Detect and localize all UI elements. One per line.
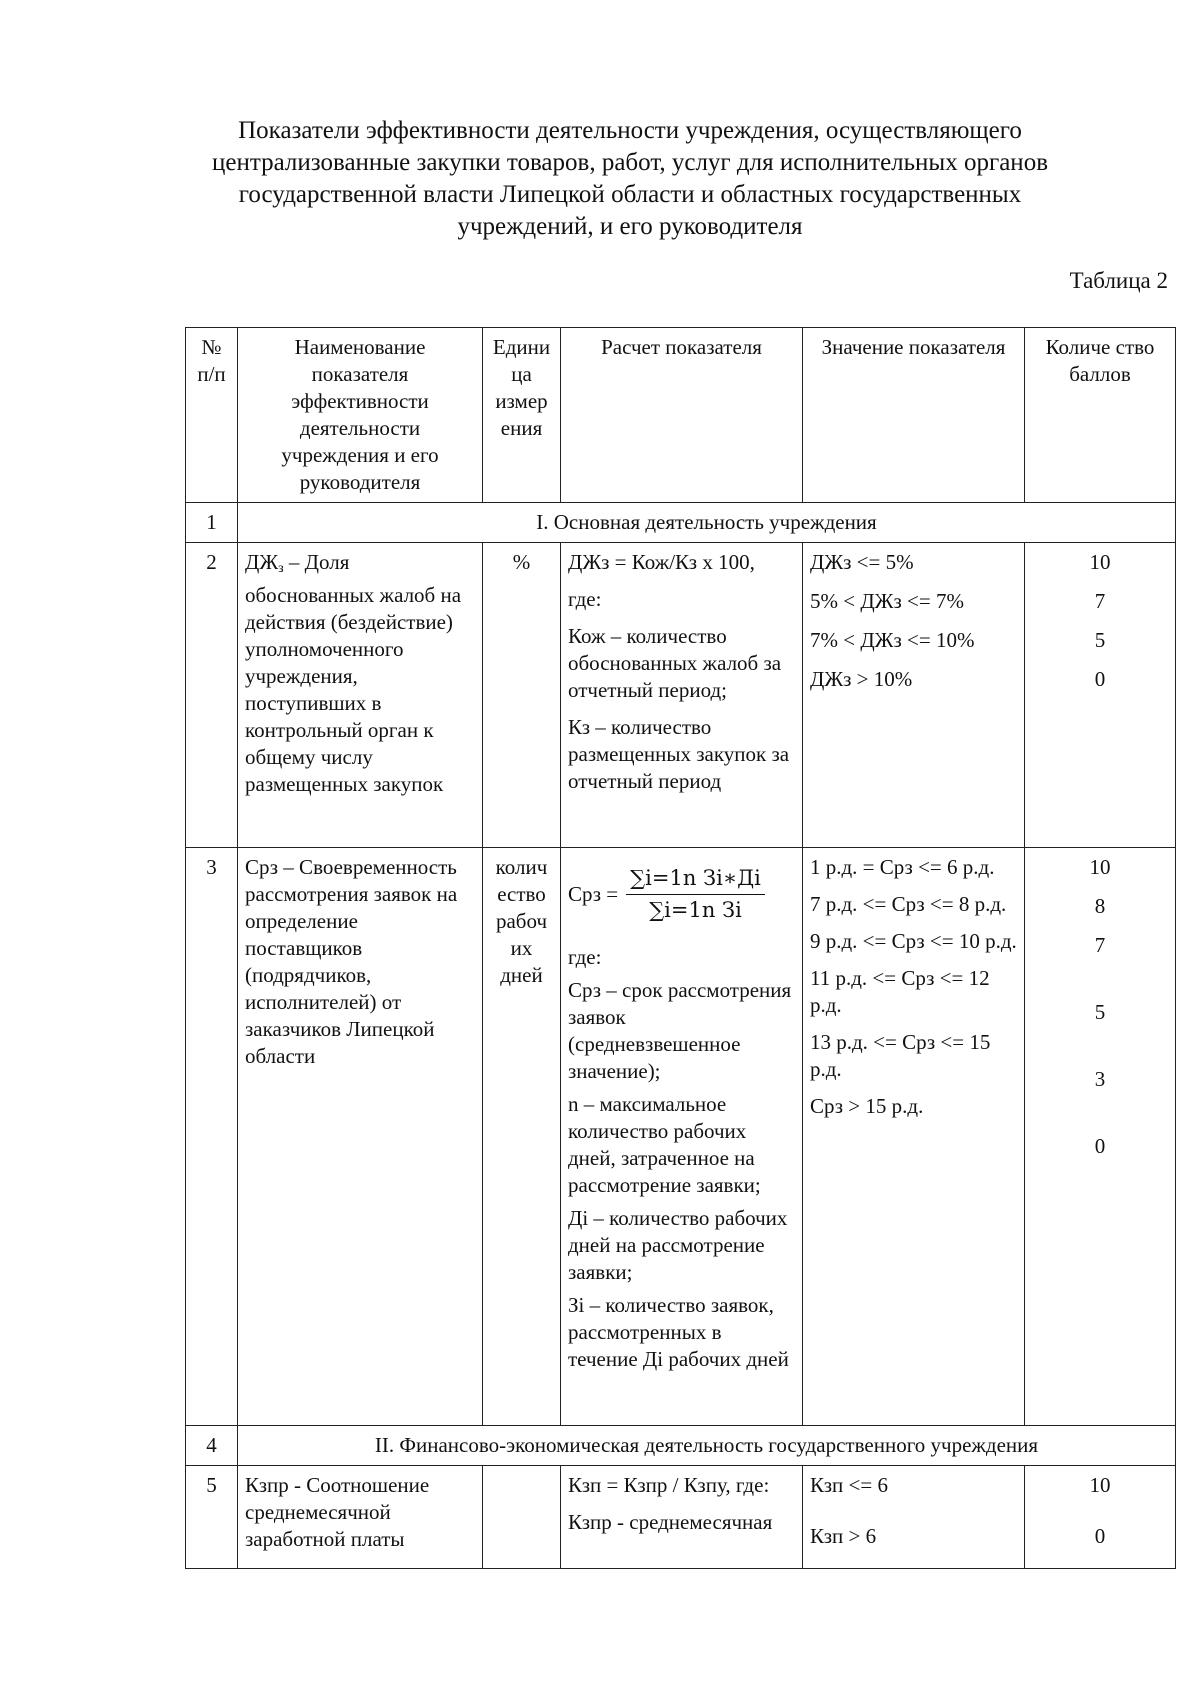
calc-definition: Зi – количество заявок, рассмотренных в течение Дi рабочих дней: [568, 1293, 789, 1371]
calc-cell: [561, 1466, 803, 1569]
score-value: 0: [1094, 1134, 1106, 1158]
section-row: [186, 503, 1176, 543]
calc-cell: [561, 848, 803, 1426]
score-value: 10: [1089, 550, 1111, 574]
calc-definition: Кз – количество размещенных закупок за отчетный период: [568, 715, 790, 793]
value-range: ДЖз > 10%: [810, 667, 913, 691]
calc-definition: Кож – количество обоснованных жалоб за отчетный период;: [568, 624, 782, 702]
value-range: 7% < ДЖз <= 10%: [810, 628, 975, 652]
header-calc: Расчет показателя: [561, 328, 803, 503]
score-value: 0: [1094, 1524, 1106, 1548]
table-row: [186, 848, 1176, 1426]
value-range: 9 р.д. <= Срз <= 10 р.д.: [810, 929, 1017, 953]
value-cell: [803, 543, 1025, 848]
calc-formula: ДЖз = Кож/Кз х 100,: [568, 550, 755, 574]
header-num: № п/п: [186, 328, 238, 503]
calc-definition: n – максимальное количество рабочих дней, затраченное на рассмотрение заявки;: [568, 1092, 761, 1197]
section-title: I. Основная деятельность учреждения: [238, 503, 1176, 543]
formula-lhs: Срз =: [568, 881, 619, 906]
calc-definition: Срз – срок рассмотрения заявок (средневзвешенное значение);: [568, 978, 792, 1083]
score-cell: [1025, 543, 1176, 848]
unit-cell: [483, 1466, 561, 1569]
calc-formula: [568, 854, 795, 934]
calc-formula: Кзп = Кзпр / Кзпу, где:: [568, 1473, 770, 1497]
row-num: 4: [186, 1426, 238, 1466]
title-line: Показатели эффективности деятельности учреждения, осуществляющего: [238, 117, 1022, 144]
calc-definition: Кзпр - среднемесячная: [568, 1510, 773, 1534]
row-num: 5: [186, 1466, 238, 1569]
value-cell: [803, 848, 1025, 1426]
unit-cell: %: [483, 543, 561, 848]
score-value: 0: [1094, 667, 1106, 691]
value-range: Срз > 15 р.д.: [810, 1094, 924, 1118]
unit-cell: колич ество рабоч их дней: [483, 848, 561, 1426]
title-line: централизованные закупки товаров, работ, услуг для исполнительных органов: [211, 149, 1048, 176]
formula-denominator: ∑i=1n Зi: [649, 897, 742, 922]
indicator-abbr: ДЖ: [245, 550, 279, 574]
indicator-abbr-sub: з: [278, 561, 284, 576]
row-num: 1: [186, 503, 238, 543]
calc-where: где:: [568, 587, 602, 611]
row-num: 2: [186, 543, 238, 848]
score-cell: [1025, 848, 1176, 1426]
row-num: 3: [186, 848, 238, 1426]
indicator-name: Срз – Своевременность рассмотрения заявок на определение поставщиков (подрядчиков, исполнителей) от заказчиков Липецкой области: [238, 848, 483, 1426]
value-range: 5% < ДЖз <= 7%: [810, 589, 964, 613]
score-value: 5: [1094, 628, 1106, 652]
value-range: Кзп <= 6: [810, 1473, 888, 1497]
table-label: Таблица 2: [1069, 268, 1168, 293]
score-value: 7: [1094, 589, 1106, 613]
table-header-row: [186, 328, 1176, 503]
title-line: учреждений, и его руководителя: [457, 213, 803, 240]
table-row: [186, 543, 1176, 848]
indicators-table: [185, 327, 1176, 1569]
header-value: Значение показателя: [803, 328, 1025, 503]
calc-cell: [561, 543, 803, 848]
value-range: 7 р.д. <= Срз <= 8 р.д.: [810, 892, 1007, 916]
calc-definition: Дi – количество рабочих дней на рассмотрение заявки;: [568, 1206, 788, 1284]
calc-where: где:: [568, 945, 602, 969]
formula-fraction: [626, 865, 765, 924]
document-title: [150, 115, 1110, 243]
value-cell: [803, 1466, 1025, 1569]
formula-numerator: ∑i=1n Зi∗Дi: [626, 865, 765, 895]
score-value: 10: [1089, 855, 1111, 879]
value-range: 1 р.д. = Срз <= 6 р.д.: [810, 855, 995, 879]
score-value: 5: [1094, 1000, 1106, 1024]
indicator-name: [238, 543, 483, 848]
table-row: [186, 1466, 1176, 1569]
section-row: [186, 1426, 1176, 1466]
value-range: 13 р.д. <= Срз <= 15 р.д.: [810, 1030, 991, 1081]
score-value: 3: [1094, 1067, 1106, 1091]
section-title: II. Финансово-экономическая деятельность государственного учреждения: [238, 1426, 1176, 1466]
title-line: государственной власти Липецкой области и областных государственных: [238, 181, 1022, 208]
header-unit: Едини ца измер ения: [483, 328, 561, 503]
header-name: Наименование показателя эффективности деятельности учреждения и его руководителя: [238, 328, 483, 503]
value-range: ДЖз <= 5%: [810, 550, 914, 574]
score-value: 7: [1094, 933, 1106, 957]
indicator-text: – Доля обоснованных жалоб на действия (бездействие) уполномоченного учреждения, поступивших в контрольный орган к общему числу размещенных закупок: [245, 550, 462, 796]
value-range: Кзп > 6: [810, 1524, 877, 1548]
header-score: Количе ство баллов: [1025, 328, 1176, 503]
score-cell: [1025, 1466, 1176, 1569]
score-value: 8: [1094, 894, 1106, 918]
value-range: 11 р.д. <= Срз <= 12 р.д.: [810, 966, 990, 1017]
indicator-name: Кзпр - Соотношение среднемесячной заработной платы: [238, 1466, 483, 1569]
score-value: 10: [1089, 1473, 1111, 1497]
